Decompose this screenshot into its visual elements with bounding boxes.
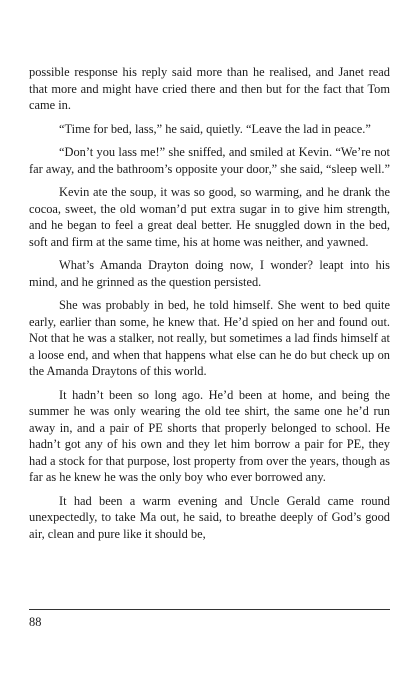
paragraph-1: possible response his reply said more than he realised, and Janet read that more and might have cried there and then but for the fact that Tom came in.: [29, 65, 390, 112]
footer-rule: [29, 609, 390, 610]
paragraph-3: “Don’t you lass me!” she sniffed, and smiled at Kevin. “We’re not far away, and the bathroom’s opposite your door,” she said, “sleep well.”: [29, 145, 391, 176]
paragraph-5: What’s Amanda Drayton doing now, I wonder? leapt into his mind, and he grinned as the question persisted.: [29, 258, 390, 289]
paragraph-8: It had been a warm evening and Uncle Gerald came round unexpectedly, to take Ma out, he said, to breathe deeply of God’s good air, clean and pure like it should be,: [29, 493, 390, 541]
paragraph-7: It hadn’t been so long ago. He’d been at home, and being the summer he was only wearing the old tee shirt, the same one he’d run away in, and a pair of PE shorts that properly belonged to school. He hadn’t got any of his own and they let him borrow a pair for PE, they had a stock for that purpose, lost property from over the years, though as far as he knew he was the only boy who ever borrowed any.: [29, 387, 390, 484]
page-number: 88: [29, 615, 42, 629]
paragraph-6: She was probably in bed, he told himself. She went to bed quite early, earlier than some, he knew that. He’d spied on her and found out. Not that he was a stalker, not really, but sometimes a lad finds himself at a loose end, and when that happens what else can he do but check up on the Amanda Draytons of this world.: [29, 298, 390, 378]
page-body: [29, 64, 390, 549]
paragraph-4: Kevin ate the soup, it was so good, so warming, and he drank the cocoa, sweet, the old woman’d put extra sugar in to give him strength, and he began to feel a great deal better. He snuggled down in the bed, soft and firm at the same time, his at home was neither, and yawned.: [29, 185, 390, 249]
paragraph-2: “Time for bed, lass,” he said, quietly. “Leave the lad in peace.”: [59, 121, 371, 136]
